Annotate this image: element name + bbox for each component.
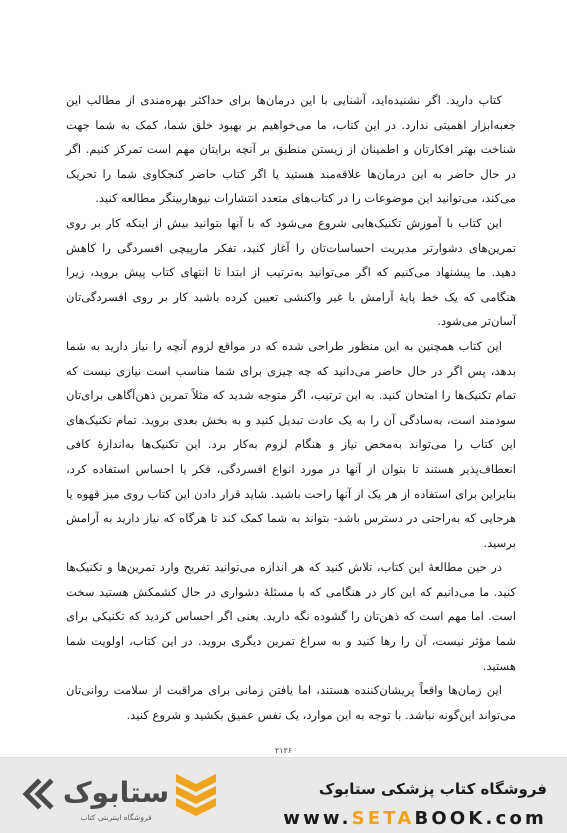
setabook-logo: [16, 764, 226, 826]
paragraph: در حین مطالعهٔ این کتاب، تلاش کنید که هر اندازه می‌توانید تفریح وارد تمرین‌ها و تکنیک‌ها کنید. ما می‌دانیم که این کار در هنگامی که با مسئلهٔ دشواری در حال کشمکش هستید سخت است. اما مهم است که ذهن‌تان را گشوده نگه دارید. یعنی اگر احساس کردید که تکنیکی برای شما مؤثر نیست، آن را رها کنید و به سراغ تمرین دیگری بروید. در این کتاب، اولویت شما هستید.: [66, 560, 516, 673]
store-title: فروشگاه کتاب پزشکی ستابوک: [318, 780, 547, 798]
store-footer-banner: [0, 757, 567, 833]
paragraph: این کتاب همچنین به این منظور طراحی شده که در مواقع لزوم آنچه را نیاز دارید به شما بدهد، پس اگر در حال حاضر می‌دانید که چه چیزی برای شما مناسب است نیازی نیست که تمام تکنیک‌ها را امتحان کنید. به این ترتیب، اگر متوجه شدید که مثلاً تمرین ذهن‌آگاهی برای‌تان سودمند است، به‌سادگی آن را به یک عادت تبدیل کنید و به بخش بعدی بروید. تمام تکنیک‌های این کتاب را می‌تواند به‌محض نیاز و هنگام لزوم به‌کار برد. این تکنیک‌ها به‌اندازهٔ کافی انعطاف‌پذیر هستند تا بتوان از آنها در مورد انواع افسردگی، فکر یا احساس استفاده کرد، بنابراین برای استفاده از هر یک از آنها راحت باشید. شاید قرار دادن این کتاب روی میز قهوه یا هرجایی که به‌راحتی در دسترس باشد- بتواند به شما کمک کند تا هرگاه که نیاز دارید به آرامش برسید.: [66, 338, 516, 550]
store-url[interactable]: [283, 808, 547, 829]
paragraph: کتاب دارید. اگر نشنیده‌اید، آشنایی با این درمان‌ها برای حداکثر بهره‌مندی از مطالب این جعبه‌ابزار اهمیتی ندارد. در این کتاب، ما می‌خواهیم بر بهبود خلق شما، کمک به شما جهت شناخت بهتر افکارتان و اطمینان از زیستن منطبق بر آنچه برایتان مهم است تمرکز کنیم. اگر در حال حاضر به این درمان‌ها علاقه‌مند هستید یا اگر کتاب حاضر کنجکاوی شما را تحریک می‌کند، می‌توانید این موضوعات را در کتاب‌های متعدد انتشارات نیوهاربینگر مطالعه کنید.: [66, 93, 516, 206]
paragraph: این زمان‌ها واقعاً پریشان‌کننده هستند، اما یافتن زمانی برای مراقبت از سلامت روانی‌تان می‌تواند این‌گونه نباشد. با توجه به این موارد، یک نفس عمیق بکشید و شروع کنید.: [66, 683, 516, 722]
logo-wordmark: ستابوک: [62, 776, 170, 809]
double-chevron-icon: [26, 782, 50, 806]
url-prefix: www.: [283, 808, 352, 829]
page-number: ۲۱۲۶: [274, 746, 293, 755]
book-stack-icon: [176, 774, 216, 816]
paragraph: این کتاب با آموزش تکنیک‌هایی شروع می‌شود که با آنها بتوانید بیش از اینکه کار بر روی تمرین‌های دشوارتر مدیریت احساسات‌تان را آغاز کنید، تفکر مارپیچی افسردگی را کاهش دهید. ما پیشنهاد می‌کنیم که اگر می‌توانید به‌ترتیب از ابتدا تا انتهای کتاب پیش بروید، زیرا هنگامی که یک خط پایهٔ آرامش با غیر واکنشی تعیین کرده باشید کار بر روی افسردگی‌تان آسان‌تر می‌شود.: [66, 215, 516, 329]
logo-graphic: [16, 764, 226, 826]
body-text: [66, 88, 516, 727]
url-accent: SETA: [351, 808, 415, 829]
logo-tagline: فروشگاه اینترنتی کتاب: [80, 813, 152, 822]
url-suffix: BOOK.com: [414, 808, 547, 829]
